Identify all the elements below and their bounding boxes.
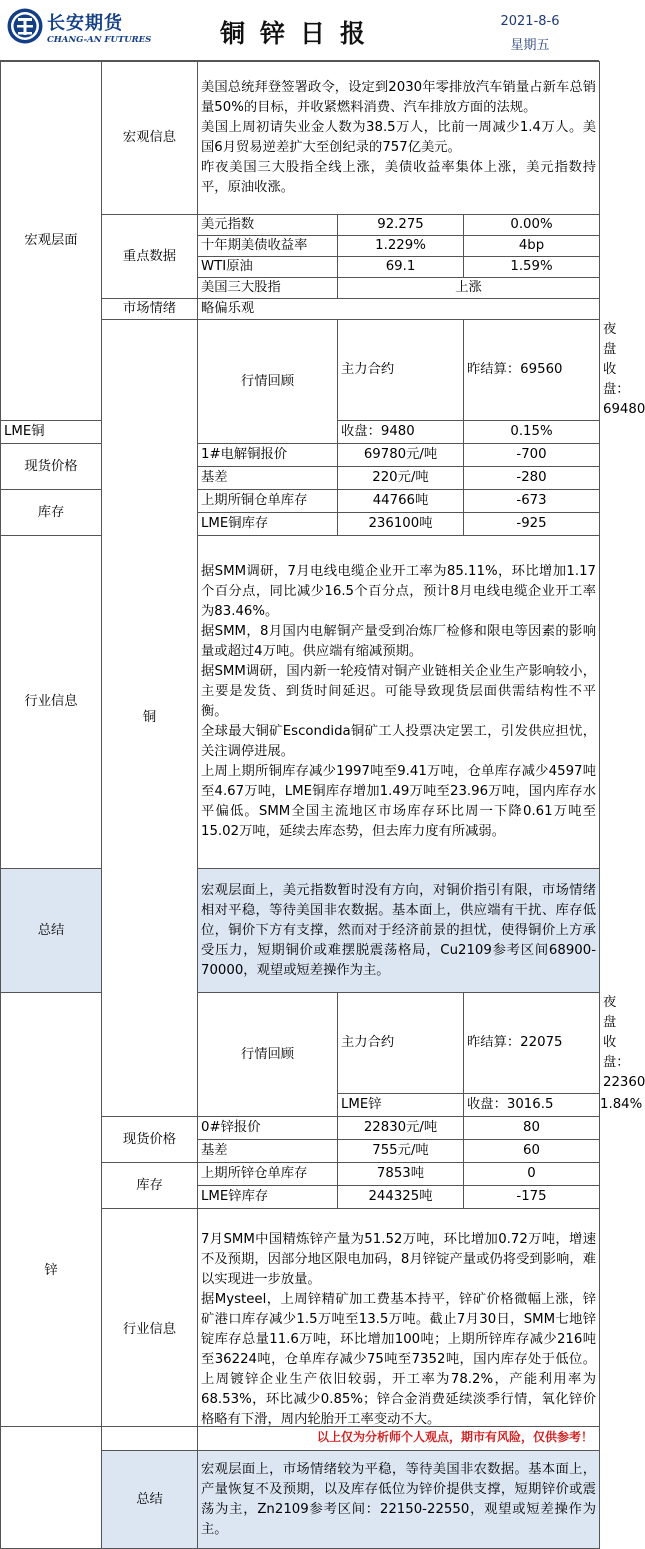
logo-chinese-name: 长安期货 xyxy=(47,13,123,34)
zinc-industry-label: 行业信息 xyxy=(102,1209,198,1451)
zinc-summary-label: 总结 xyxy=(102,1451,198,1549)
zinc-spot-price: 22830元/吨 xyxy=(338,1117,464,1140)
disclaimer-footer: 以上仅为分析师个人观点，期市有风险，仅供参考！ xyxy=(0,1426,599,1446)
zinc-spot-label: 现货价格 xyxy=(102,1117,198,1163)
section-macro: 宏观层面 xyxy=(1,62,102,421)
report-table xyxy=(0,61,645,1549)
zinc-lme-stock-name: LME锌库存 xyxy=(198,1186,338,1209)
copper-lme-stock-change: -925 xyxy=(464,513,600,536)
data-value: 92.275 xyxy=(338,215,464,236)
zinc-lme-row: LME锌 收盘：3016.5 1.84% xyxy=(1,1094,600,1117)
copper-spot-change: -700 xyxy=(464,444,600,467)
zinc-shfe-stock-value: 7853吨 xyxy=(338,1163,464,1186)
zinc-main-contract: 主力合约 xyxy=(338,993,464,1094)
macro-info-label: 宏观信息 xyxy=(102,62,198,215)
copper-shfe-stock-row xyxy=(1,490,600,513)
stocks-name: 美国三大股指 xyxy=(198,278,338,299)
copper-spot-label: 现货价格 xyxy=(1,444,102,490)
copper-basis-change: -280 xyxy=(464,467,600,490)
copper-spot-price: 69780元/吨 xyxy=(338,444,464,467)
zinc-spot-change: 80 xyxy=(464,1117,600,1140)
data-name: 十年期美债收益率 xyxy=(198,236,338,257)
zinc-stock-label: 库存 xyxy=(102,1163,198,1209)
data-name: 美元指数 xyxy=(198,215,338,236)
zinc-basis-change: 60 xyxy=(464,1140,600,1163)
copper-spot-name: 1#电解铜报价 xyxy=(198,444,338,467)
copper-shfe-stock-name: 上期所铜仓单库存 xyxy=(198,490,338,513)
zinc-shfe-stock-name: 上期所锌仓单库存 xyxy=(198,1163,338,1186)
zinc-summary-text: 宏观层面上，市场情绪较为平稳，等待美国非农数据。基本面上，产量恢复不及预期，以及库存低位为锌价提供支撑，短期锌价或震荡为主，Zn2109参考区间：22150-22550，观望或短差操作为主。 xyxy=(198,1451,600,1549)
zinc-lme-stock-value: 244325吨 xyxy=(338,1186,464,1209)
copper-settle: 昨结算：69560 xyxy=(464,320,600,421)
copper-spot-row xyxy=(1,444,600,467)
report-date: 2021-8-6 xyxy=(500,14,560,29)
copper-shfe-stock-change: -673 xyxy=(464,490,600,513)
data-change: 0.00% xyxy=(464,215,600,236)
logo-english-name: CHANG-AN FUTURES xyxy=(47,35,152,45)
sentiment-label: 市场情绪 xyxy=(102,299,198,320)
copper-lme-stock-name: LME铜库存 xyxy=(198,513,338,536)
copper-lme-stock-value: 236100吨 xyxy=(338,513,464,536)
zinc-review-label: 行情回顾 xyxy=(198,993,338,1117)
copper-industry-label: 行业信息 xyxy=(1,536,102,869)
section-zinc: 锌 xyxy=(1,993,102,1549)
company-logo xyxy=(6,6,152,56)
zinc-basis-name: 基差 xyxy=(198,1140,338,1163)
zinc-lme-name: LME锌 xyxy=(338,1094,464,1117)
zinc-settle: 昨结算：22075 xyxy=(464,993,600,1094)
copper-shfe-stock-value: 44766吨 xyxy=(338,490,464,513)
zinc-shfe-stock-change: 0 xyxy=(464,1163,600,1186)
copper-lme-change: 0.15% xyxy=(464,421,600,444)
data-change: 1.59% xyxy=(464,257,600,278)
zinc-lme-stock-change: -175 xyxy=(464,1186,600,1209)
report-title: 铜锌日报 xyxy=(219,19,380,48)
macro-info-row xyxy=(1,62,600,215)
key-data-label: 重点数据 xyxy=(102,215,198,299)
report-weekday: 星期五 xyxy=(510,38,550,53)
copper-summary-text: 宏观层面上，美元指数暂时没有方向，对铜价指引有限，市场情绪相对平稳，等待美国非农数据。基本面上，供应端有干扰、库存低位，铜价下方有支撑，然而对于经济前景的担忧，使得铜价上方承受压力，短期铜价或难摆脱震荡格局，Cu2109参考区间68900-70000，观望或短差操作为主。 xyxy=(198,869,600,993)
zinc-review-row: 锌 行情回顾 主力合约 昨结算：22075 夜盘收盘：22360 xyxy=(1,993,600,1094)
data-change: 4bp xyxy=(464,236,600,257)
sentiment-value: 略偏乐观 xyxy=(198,299,600,320)
copper-lme-name: LME铜 xyxy=(1,421,102,444)
stocks-value: 上涨 xyxy=(338,278,600,299)
macro-info-text: 美国总统拜登签署政令，设定到2030年零排放汽车销量占新车总销量50%的目标，并收紧燃料消费、汽车排放方面的法规。 美国上周初请失业金人数为38.5万人，比前一周减少1.4万人。美国6月贸易逆差扩大至创纪录的757亿美元。 昨夜美国三大股指全线上涨，美债收益率集体上涨，美元指数持平，原油收涨。 xyxy=(198,62,600,215)
copper-basis-name: 基差 xyxy=(198,467,338,490)
zinc-lme-close: 收盘：3016.5 xyxy=(464,1094,600,1117)
data-value: 69.1 xyxy=(338,257,464,278)
data-value: 1.229% xyxy=(338,236,464,257)
zinc-basis-value: 755元/吨 xyxy=(338,1140,464,1163)
copper-industry-row xyxy=(1,536,600,869)
copper-review-label: 行情回顾 xyxy=(198,320,338,444)
copper-review-row: 铜 行情回顾 主力合约 昨结算：69560 夜盘收盘：69480 xyxy=(1,320,600,421)
section-copper: 铜 xyxy=(102,320,198,1117)
copper-basis-value: 220元/吨 xyxy=(338,467,464,490)
copper-lme-close: 收盘：9480 xyxy=(338,421,464,444)
copper-summary-row xyxy=(1,869,600,993)
data-name: WTI原油 xyxy=(198,257,338,278)
zinc-spot-name: 0#锌报价 xyxy=(198,1117,338,1140)
copper-main-contract: 主力合约 xyxy=(338,320,464,421)
chang-an-logo-icon xyxy=(6,7,44,45)
copper-stock-label: 库存 xyxy=(1,490,102,536)
zinc-industry-text: 7月SMM中国精炼锌产量为51.52万吨，环比增加0.72万吨，增速不及预期，因部分地区限电加码，8月锌锭产量或仍将受到影响，难以实现进一步放量。 据Mysteel，上周锌精矿加工费基本持平，锌矿价格微幅上涨，锌矿港口库存减少1.5万吨至13.5万吨。截止7月30日，SMM七地锌锭库存总量11.6万吨，环比增加100吨；上期所锌库存减少216吨至36224吨，仓单库存减少75吨至7352吨，国内库存处于低位。上周镀锌企业生产依旧较弱，开工率为78.2%，产能利用率为68.53%，环比减少0.85%；锌合金消费延续淡季行情，氧化锌价格略有下滑，周内轮胎开工率变动不大。 xyxy=(198,1209,600,1451)
copper-industry-text: 据SMM调研，7月电线电缆企业开工率为85.11%，环比增加1.17个百分点，同比减少16.5个百分点，预计8月电线电缆企业开工率为83.46%。 据SMM，8月国内电解铜产量受到冶炼厂检修和限电等因素的影响量或超过4万吨。供应端有缩减预期。 据SMM调研，国内新一轮疫情对铜产业链相关企业生产影响较小，主要是发货、到货时间延迟。可能导致现货层面供需结构性不平衡。 全球最大铜矿Escondida铜矿工人投票决定罢工，引发供应担忧，关注调停进展。 上周上期所铜库存减少1997吨至9.41万吨，仓单库存减少4597吨至4.67万吨，LME铜库存增加1.49万吨至23.96万吨，国内库存水平偏低。SMM全国主流地区市场库存环比周一下降0.61万吨至15.02万吨，延续去库态势，但去库力度有所减弱。 xyxy=(198,536,600,869)
report-header xyxy=(0,0,599,61)
copper-summary-label: 总结 xyxy=(1,869,102,993)
